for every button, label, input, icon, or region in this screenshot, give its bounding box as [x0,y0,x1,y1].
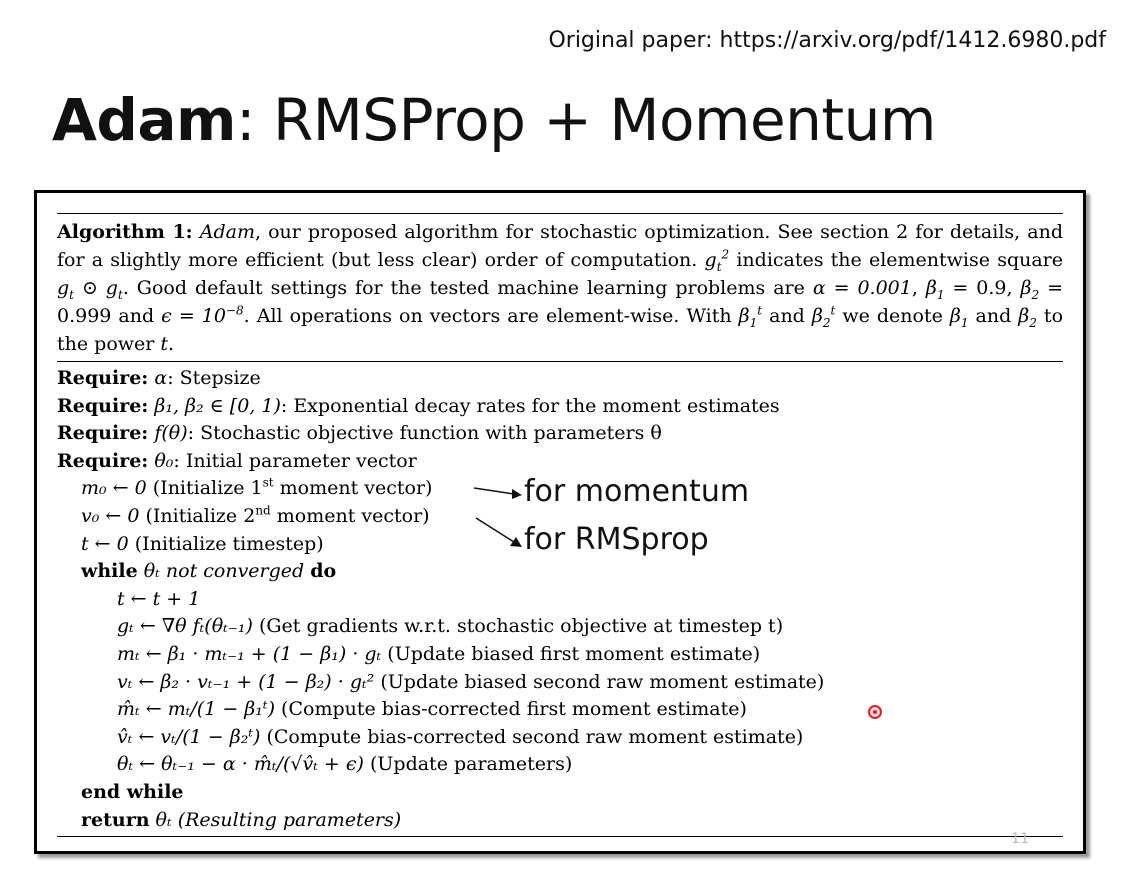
pointer-cursor-icon [867,704,883,720]
arrow-rmsprop-icon [470,512,526,552]
loop-step: θₜ ← θₜ₋₁ − α · m̂ₜ/(√v̂ₜ + ϵ) (Update parameters) [117,753,573,776]
caption-name: Adam [199,221,255,243]
end-while-line: end while [81,780,184,803]
loop-step: v̂ₜ ← vₜ/(1 − β₂ᵗ) (Compute bias-corrected second raw moment estimate) [117,725,804,748]
caption-b2t: $\beta_2^t$ [811,303,836,330]
bottom-rule [57,836,1063,837]
init-line: v₀ ← 0 (Initialize 2nd moment vector) [81,503,430,527]
require-line: Require: α: Stepsize [57,367,261,389]
title-adam: Adam [52,86,236,154]
caption-p1: , our proposed algorithm for stochastic optimization. See section 2 for details, and for a slightly more efficient (but less clear) order of computation. [57,221,1063,271]
page-number: 11 [1011,831,1029,847]
init-line: m₀ ← 0 (Initialize 1st moment vector) [81,476,433,500]
return-line: return θₜ (Resulting parameters) [81,808,402,831]
arrow-momentum-icon [470,480,526,506]
caption-p3: . Good default settings for the tested machine learning problems are [122,277,813,299]
loop-step: mₜ ← β₁ · mₜ₋₁ + (1 − β₁) · gₜ (Update biased first moment estimate) [117,642,761,665]
caption-p9: and [968,305,1019,327]
slide-title [52,86,936,154]
caption-p5: = 0.999 and [57,277,1063,327]
source-note: Original paper: https://arxiv.org/pdf/1412.6980.pdf [548,28,1106,53]
caption-b1t: $\beta_1^t$ [738,303,763,330]
caption-beta2: $\beta_2$ [1020,277,1040,302]
caption-p6: . All operations on vectors are element-wise. With [243,305,739,327]
annotation-rmsprop: for RMSprop [524,522,709,557]
require-line: Require: β₁, β₂ ∈ [0, 1): Exponential decay rates for the moment estimates [57,394,780,417]
caption-odot: $g_t$ ⊙ $g_t$ [57,277,123,302]
caption-label: Algorithm 1: [57,221,193,243]
mid-rule [57,361,1063,362]
caption-p8: we denote [835,305,950,327]
caption-b1: $\beta_1$ [949,305,969,330]
loop-step: t ← t + 1 [117,587,201,610]
annotation-momentum: for momentum [524,474,750,509]
caption-p2: indicates the elementwise square [729,249,1063,271]
loop-step: m̂ₜ ← mₜ/(1 − β₁ᵗ) (Compute bias-corrected first moment estimate) [117,698,747,721]
while-line: while θₜ not converged do [81,560,337,583]
loop-step: gₜ ← ∇θ fₜ(θₜ₋₁) (Get gradients w.r.t. stochastic objective at timestep t) [117,615,784,638]
algorithm-caption: Algorithm 1: Adam, our proposed algorithm for stochastic optimization. See section 2 for details, and for a slightly more efficient (but less clear) order of computation. $g_t^2$ indicates the elementwise square $g_t$ ⊙ $g_t$. Good default settings for the tested machine learning problems are α = 0.001, $\beta_1 = 0.9$, $\beta_2 = 0.999$ and $\epsilon = 10^{-8}$. All operations on vectors are element-wise. With $\beta_1^t$ and $\beta_2^t$ we denote $\beta_1$ and $\beta_2$ to the power t. [57,221,1064,355]
caption-gsq: $g_t^2$ [704,247,730,274]
caption-beta1: $\beta_1$ [925,277,945,302]
require-line: Require: θ₀: Initial parameter vector [57,449,417,472]
caption-b2: $\beta_2$ [1018,305,1037,330]
loop-step: vₜ ← β₂ · vₜ₋₁ + (1 − β₂) · gₜ² (Update biased second raw moment estimate) [117,670,825,693]
caption-p10: to the power [57,305,1064,355]
caption-t: t [160,333,169,355]
require-line: Require: f(θ): Stochastic objective function with parameters θ [57,422,662,445]
caption-p4: = 0.9, [952,277,1021,299]
init-line: t ← 0 (Initialize timestep) [81,532,324,555]
title-rest: : RMSProp + Momentum [235,86,936,154]
caption-alpha: α = 0.001 [812,277,912,299]
caption-p7: and [762,305,812,327]
caption-eps: $\epsilon = 10^{-8}$ [161,303,244,327]
